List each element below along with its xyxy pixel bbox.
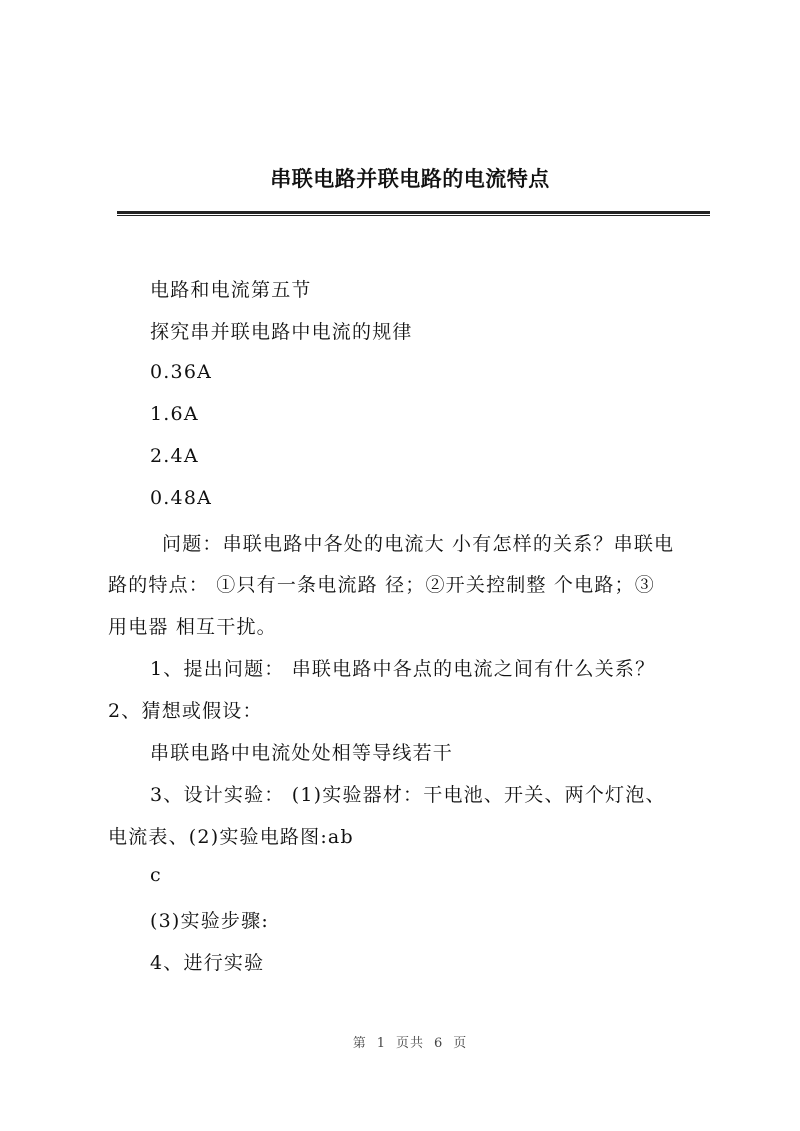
body-line: 探究串并联电路中电流的规律 [150,321,413,343]
document-title: 串联电路并联电路的电流特点 [270,167,550,191]
footer-middle: 页共 [395,1036,424,1051]
body-line: (3)实验步骤: [150,910,269,932]
body-line: 2、猜想或假设： [108,700,263,722]
footer-prefix: 第 [352,1036,367,1051]
footer-page-number: 1 [376,1036,386,1051]
body-line: 串联电路中电流处处相等导线若干 [150,742,454,764]
body-line: 2.4A [150,445,199,467]
body-line: 1、提出问题： 串联电路中各点的电流之间有什么关系？ [150,658,656,680]
body-line: 电路和电流第五节 [150,279,312,301]
body-line: 0.48A [150,487,213,509]
title-rule [117,211,710,214]
body-line: 4、进行实验 [150,952,265,974]
body-line: 用电器 相互干扰。 [108,616,277,638]
body-line: 问题：串联电路中各处的电流大 小有怎样的关系？串联电 [162,533,675,555]
page-footer [0,1032,800,1051]
title-rule-thin [117,215,710,216]
footer-suffix: 页 [453,1036,468,1051]
body-line: 电流表、(2)实验电路图:ab [108,826,354,848]
body-line: 1.6A [150,403,199,425]
body-line: 0.36A [150,361,213,383]
body-line: c [150,864,162,886]
body-line: 路的特点： ①只有一条电流路 径；②开关控制整 个电路；③ [108,574,655,596]
body-line: 3、设计实验： (1)实验器材：干电池、开关、两个灯泡、 [150,784,666,806]
footer-total-pages: 6 [434,1036,444,1051]
